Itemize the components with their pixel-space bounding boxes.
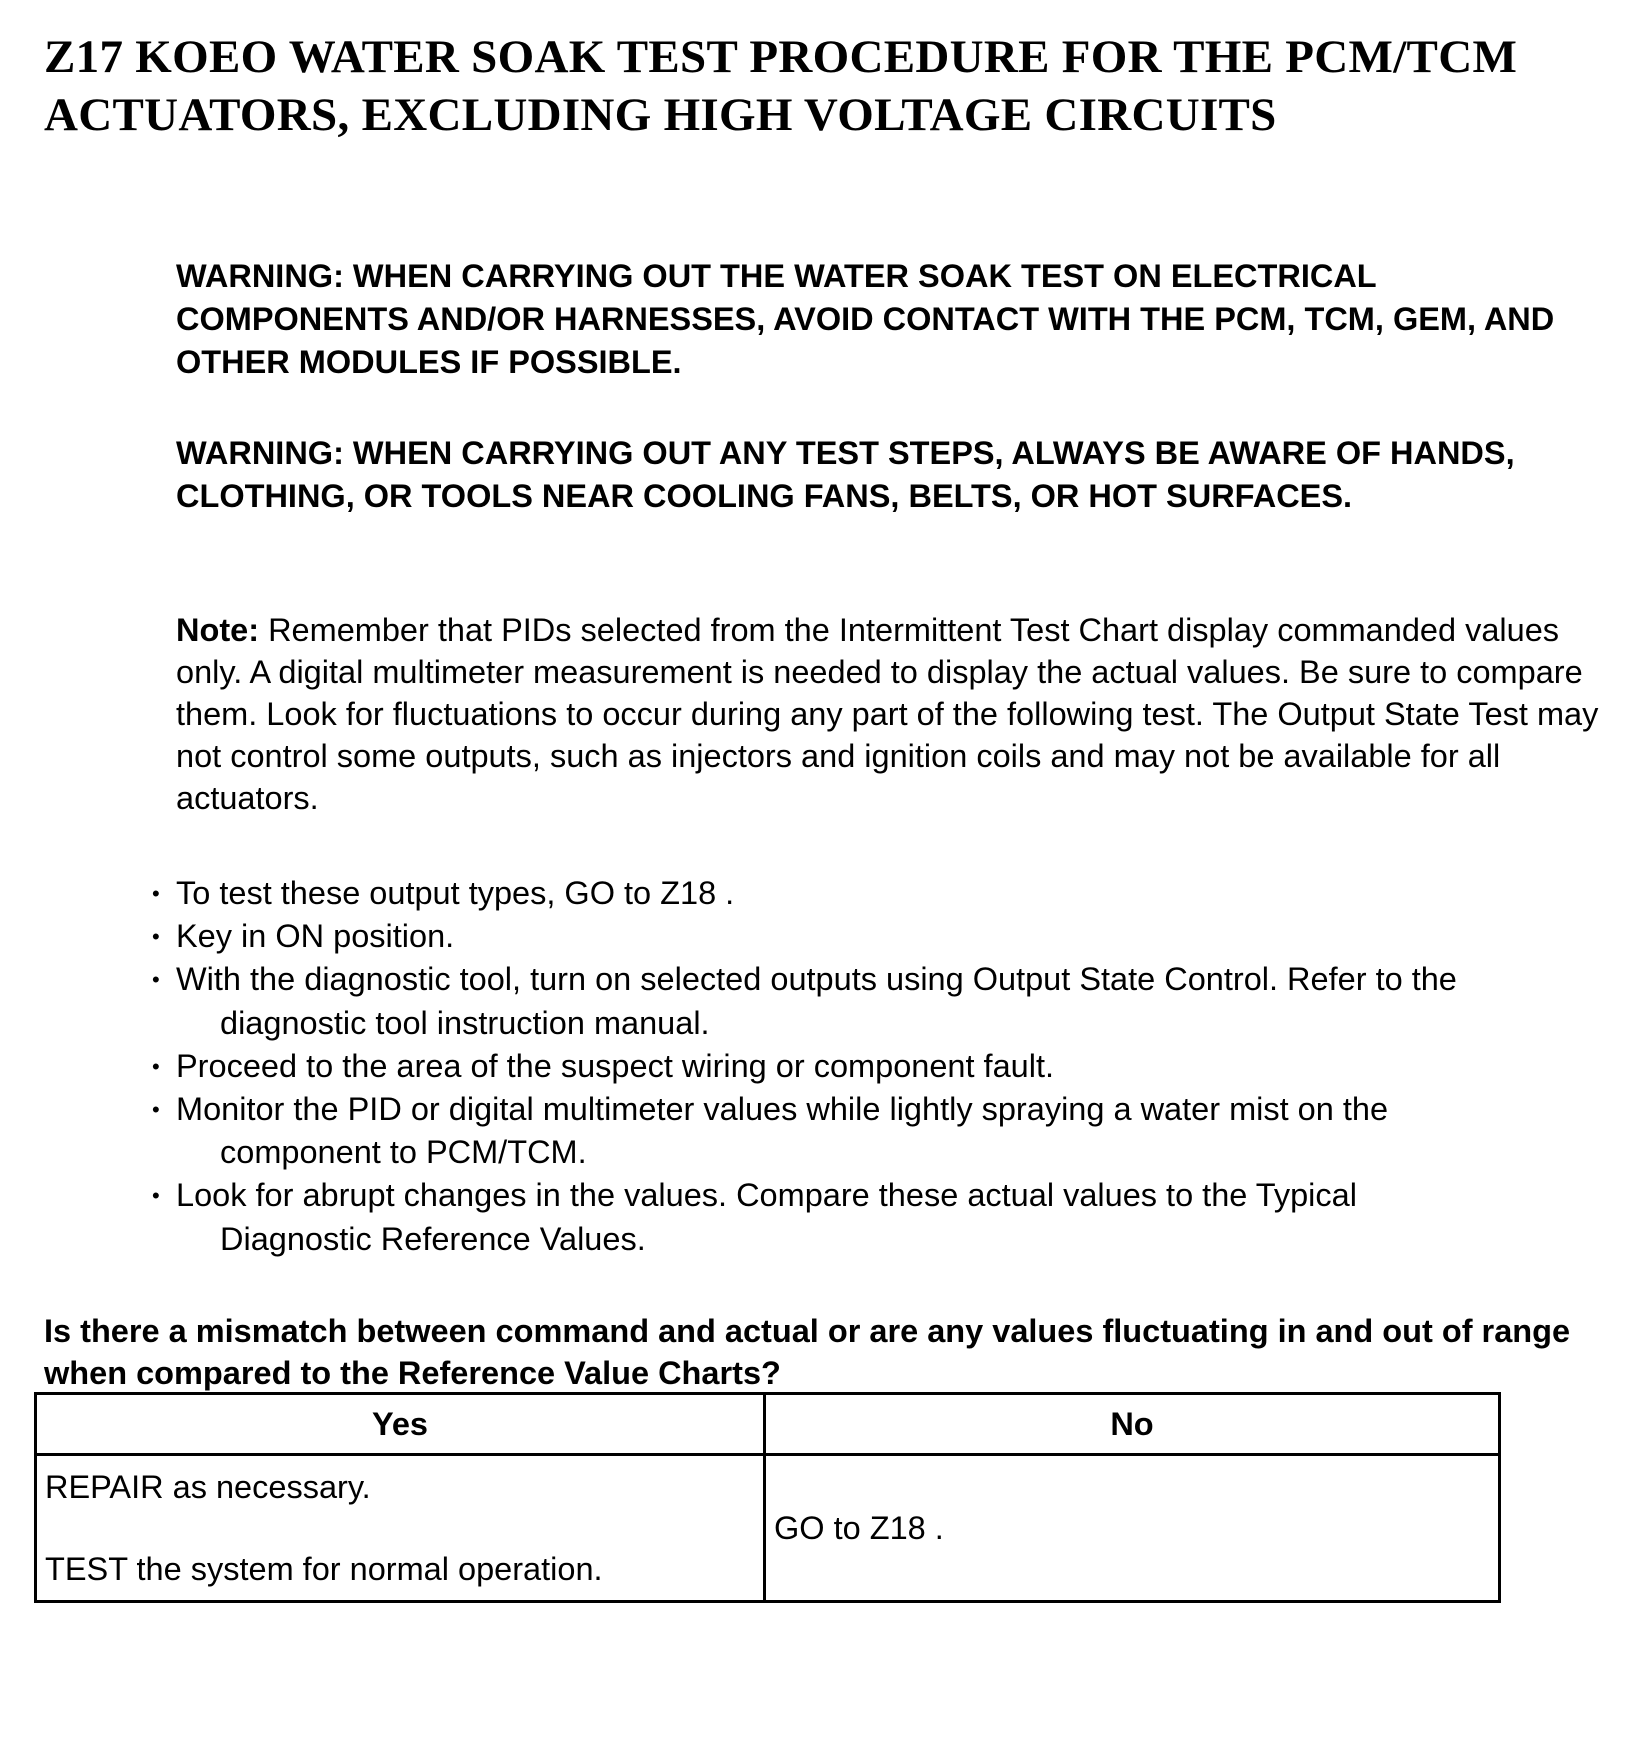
list-item xyxy=(152,958,1622,1044)
header-yes: Yes xyxy=(36,1394,765,1455)
bullet-icon: • xyxy=(152,1183,160,1209)
table-row xyxy=(36,1455,1500,1602)
step-text-continued: component to PCM/TCM. xyxy=(220,1134,587,1171)
note-text: Remember that PIDs selected from the Intermittent Test Chart display commanded values only. A digital multimeter measurement is needed to display the actual values. Be sure to compare them. Look for fluctuations to occur during any part of the following test. The Output State Test may not control some outputs, such as injectors and ignition coils and may not be available for all actuators. xyxy=(176,612,1599,816)
step-text: Proceed to the area of the suspect wiring or component fault. xyxy=(176,1047,1055,1084)
bullet-icon: • xyxy=(152,1053,160,1079)
list-item xyxy=(152,1045,1622,1088)
decision-question: Is there a mismatch between command and actual or are any values fluctuating in and out of range when compared to the Reference Value Charts? xyxy=(44,1313,1571,1391)
note-label: Note: xyxy=(176,612,260,648)
warning-moving-parts: WARNING: WHEN CARRYING OUT ANY TEST STEPS, ALWAYS BE AWARE OF HANDS, CLOTHING, OR TOOLS NEAR COOLING FANS, BELTS, OR HOT SURFACES. xyxy=(176,435,1515,514)
bullet-icon: • xyxy=(152,967,160,993)
procedure-title: Z17 KOEO WATER SOAK TEST PROCEDURE FOR THE PCM/TCM ACTUATORS, EXCLUDING HIGH VOLTAGE CIRCUITS xyxy=(44,31,1518,141)
header-no: No xyxy=(765,1394,1500,1455)
note-paragraph xyxy=(176,609,1616,819)
list-item xyxy=(152,1174,1622,1260)
result-table xyxy=(34,1392,1501,1603)
table-header-row xyxy=(36,1394,1500,1455)
step-text: Look for abrupt changes in the values. Compare these actual values to the Typical xyxy=(176,1177,1357,1214)
step-text: Monitor the PID or digital multimeter values while lightly spraying a water mist on the xyxy=(176,1091,1389,1128)
test-steps-list xyxy=(152,872,1622,1261)
list-item xyxy=(152,1088,1622,1174)
cell-yes xyxy=(36,1455,765,1602)
step-text-continued: Diagnostic Reference Values. xyxy=(220,1220,646,1257)
step-text: With the diagnostic tool, turn on selected outputs using Output State Control. Refer to the xyxy=(176,961,1457,998)
list-item xyxy=(152,872,1622,915)
yes-action-repair: REPAIR as necessary. xyxy=(45,1469,371,1505)
bullet-icon: • xyxy=(152,881,160,906)
step-text-continued: diagnostic tool instruction manual. xyxy=(220,1004,710,1041)
bullet-icon: • xyxy=(152,924,160,950)
step-text: To test these output types, GO to Z18 . xyxy=(176,875,735,911)
bullet-icon: • xyxy=(152,1097,160,1123)
cell-no: GO to Z18 . xyxy=(765,1455,1500,1602)
yes-action-test: TEST the system for normal operation. xyxy=(45,1551,603,1587)
list-item xyxy=(152,915,1622,958)
warning-water-soak: WARNING: WHEN CARRYING OUT THE WATER SOAK TEST ON ELECTRICAL COMPONENTS AND/OR HARNESSES, AVOID CONTACT WITH THE PCM, TCM, GEM, AND OTHER MODULES IF POSSIBLE. xyxy=(176,258,1555,380)
step-text: Key in ON position. xyxy=(176,918,455,955)
